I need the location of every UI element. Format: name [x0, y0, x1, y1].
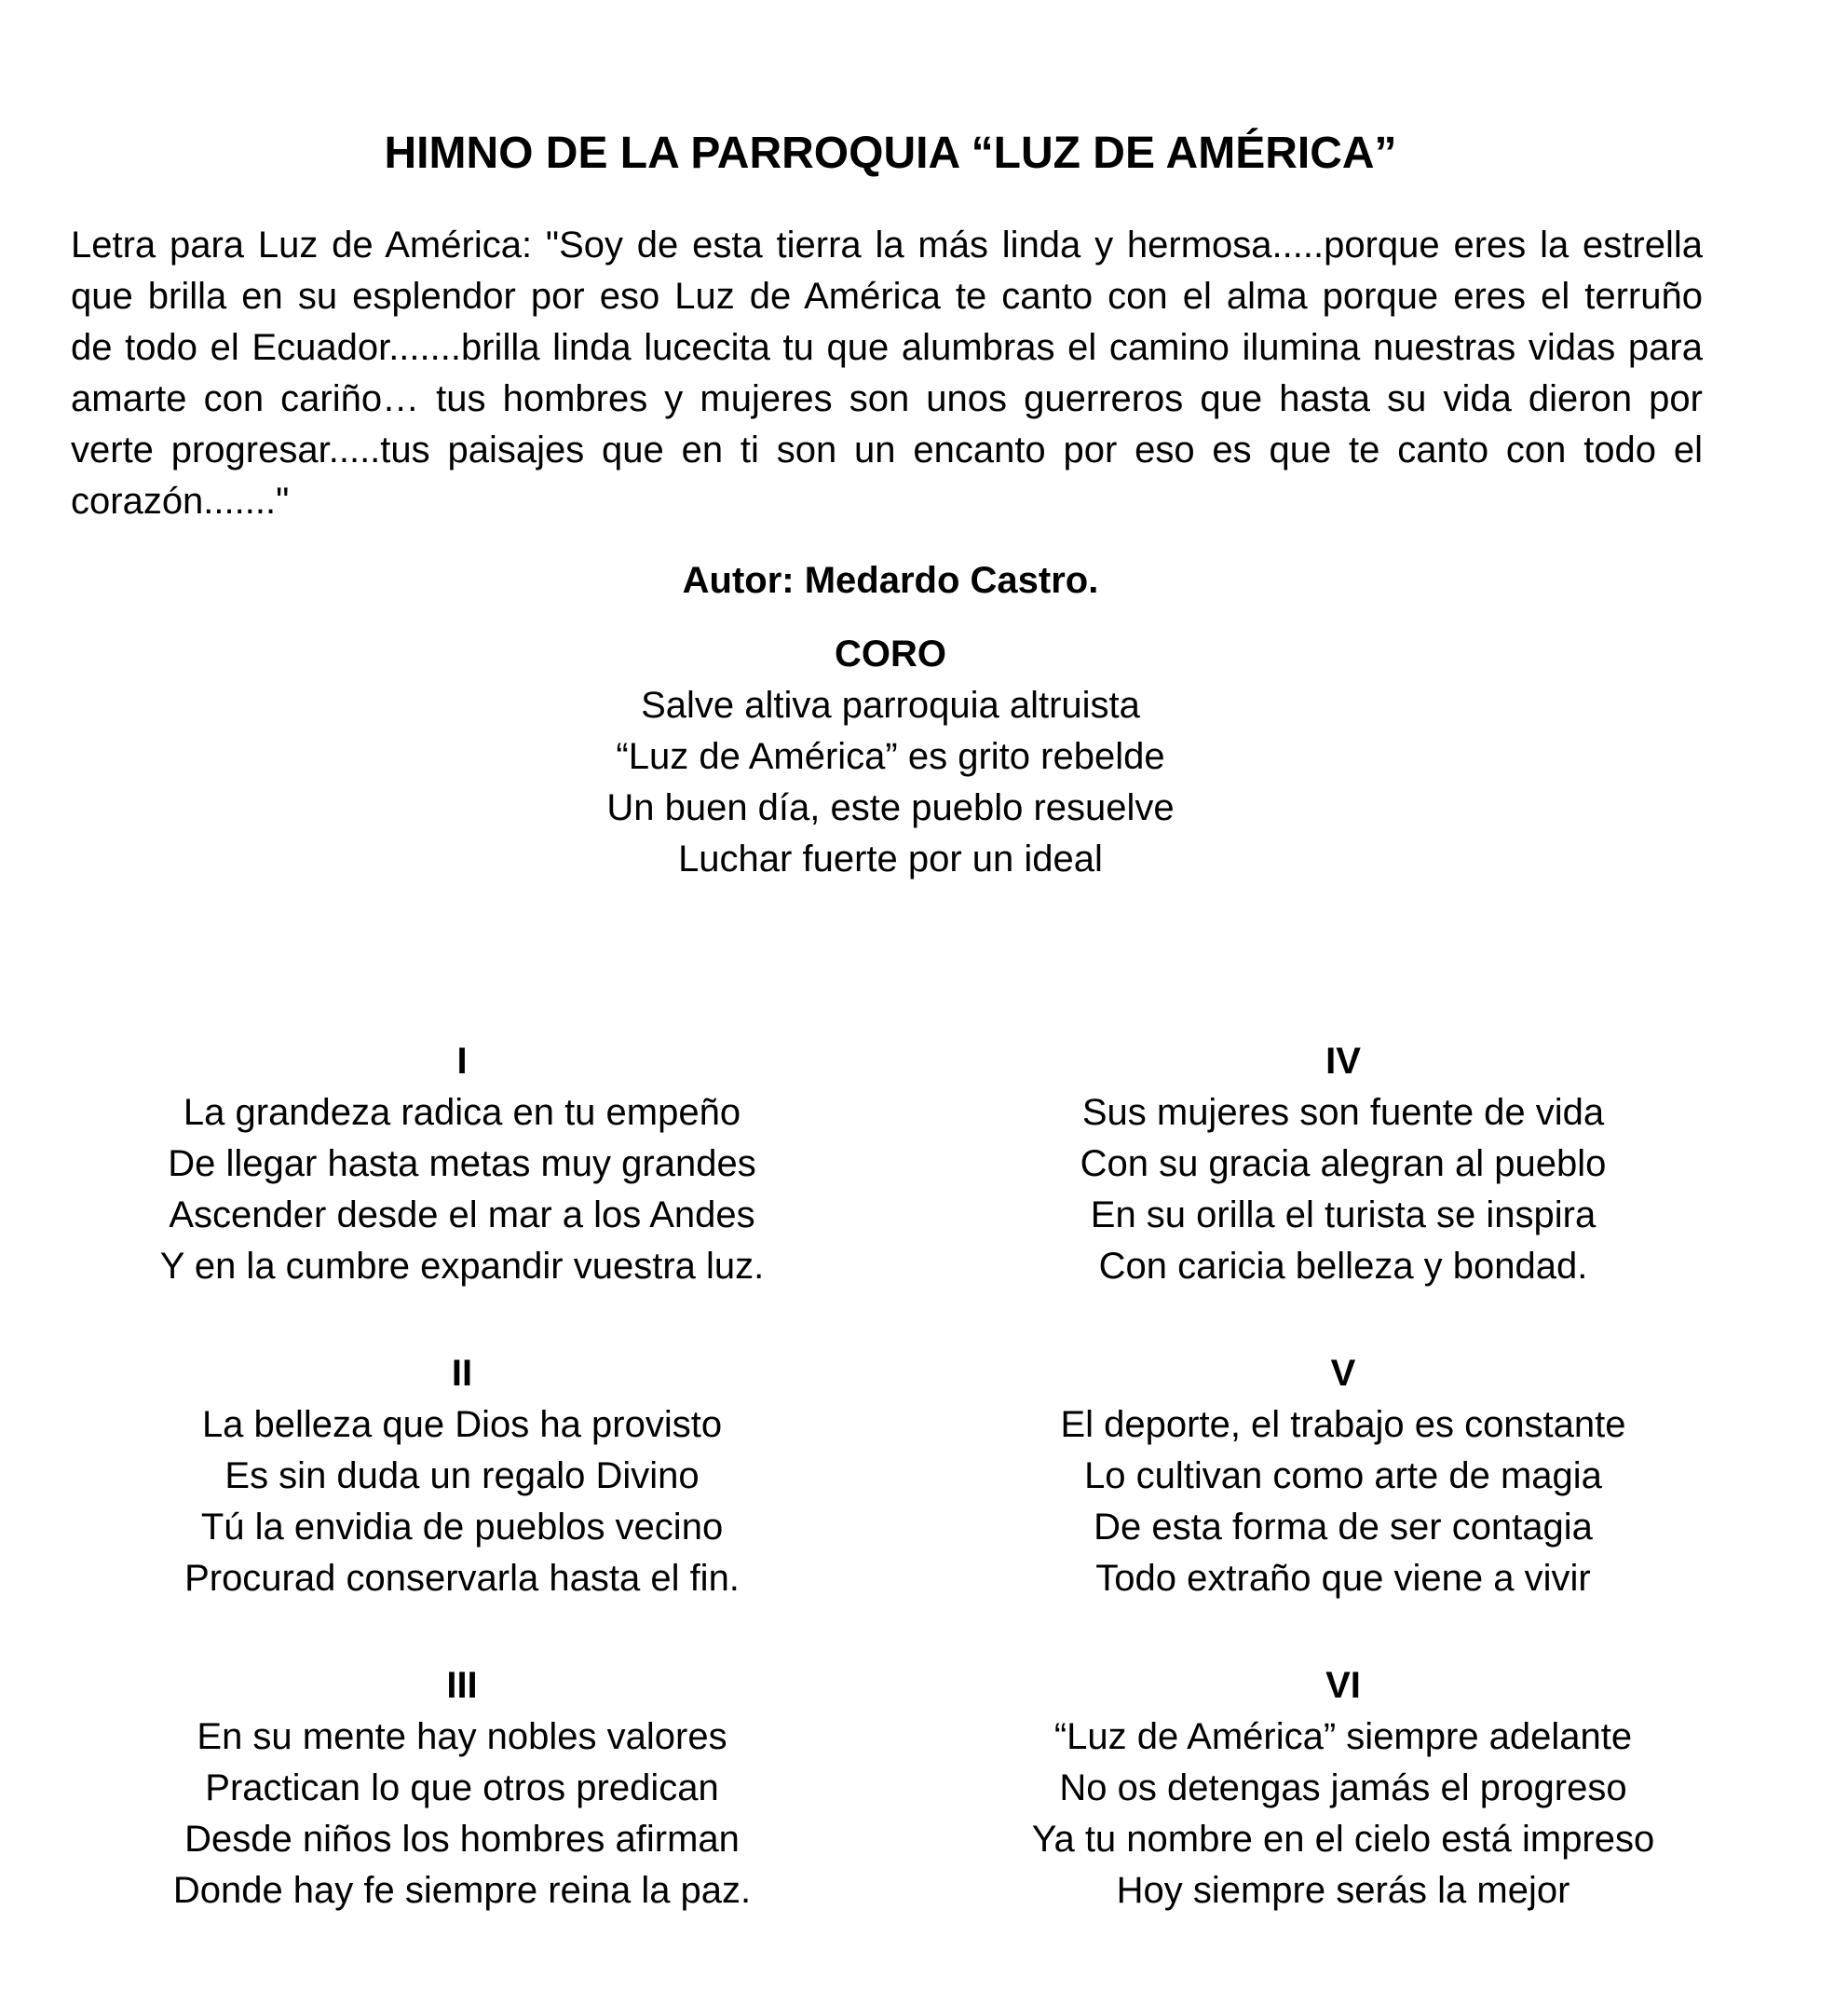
stanza-numeral: VI — [1325, 1665, 1361, 1706]
stanza-5 — [952, 1348, 1734, 1604]
stanza-numeral: IV — [1325, 1041, 1361, 1082]
stanza-line: Ya tu nombre en el cielo está impreso — [1031, 1819, 1655, 1860]
stanza-line: La belleza que Dios ha provisto — [201, 1404, 723, 1445]
page-title: HIMNO DE LA PARROQUIA “LUZ DE AMÉRICA” — [384, 129, 1397, 178]
stanza-line: Donde hay fe siempre reina la paz. — [172, 1870, 752, 1911]
intro-line: que brilla en su esplendor por eso Luz de América te canto con el alma porque eres el terruño — [71, 276, 1703, 317]
intro-line: verte progresar.....tus paisajes que en ti son un encanto por eso es que te canto con todo el — [71, 430, 1703, 471]
stanza-line: Ascender desde el mar a los Andes — [169, 1194, 755, 1235]
stanza-line: Sus mujeres son fuente de vida — [1081, 1092, 1605, 1133]
stanza-2 — [71, 1348, 853, 1604]
intro-line: corazón......." — [71, 481, 290, 522]
stanza-line: Tú la envidia de pueblos vecino — [200, 1507, 724, 1548]
stanza-line: La grandeza radica en tu empeño — [183, 1092, 741, 1133]
stanza-line: De esta forma de ser contagia — [1094, 1507, 1593, 1548]
coro-line: “Luz de América” es grito rebelde — [616, 736, 1165, 777]
stanza-line: Y en la cumbre expandir vuestra luz. — [159, 1246, 765, 1287]
stanza-4 — [952, 1036, 1734, 1292]
stanza-numeral: V — [1330, 1353, 1356, 1394]
intro-line: de todo el Ecuador.......brilla linda lucecita tu que alumbras el camino ilumina nuestras vidas para — [71, 327, 1703, 368]
author-line: Autor: Medardo Castro. — [682, 560, 1099, 601]
stanza-line: Es sin duda un regalo Divino — [224, 1455, 700, 1496]
stanza-line: El deporte, el trabajo es constante — [1060, 1404, 1626, 1445]
stanza-line: Desde niños los hombres afirman — [184, 1819, 740, 1860]
stanza-6 — [952, 1660, 1734, 1916]
coro-line: Luchar fuerte por un ideal — [678, 839, 1103, 880]
stanza-line: Practican lo que otros predican — [205, 1767, 719, 1808]
stanza-numeral: III — [446, 1665, 478, 1706]
stanza-column-right — [952, 1036, 1734, 1972]
stanza-numeral: I — [456, 1041, 468, 1082]
stanza-line: De llegar hasta metas muy grandes — [168, 1143, 756, 1184]
stanza-line: En su mente hay nobles valores — [197, 1716, 727, 1757]
stanza-line: Con caricia belleza y bondad. — [1098, 1246, 1588, 1287]
coro-heading: CORO — [835, 634, 946, 675]
coro-line: Un buen día, este pueblo resuelve — [606, 787, 1175, 828]
stanza-numeral: II — [451, 1353, 473, 1394]
stanza-line: Con su gracia alegran al pueblo — [1080, 1143, 1607, 1184]
stanza-column-left — [71, 1036, 853, 1972]
stanza-3 — [71, 1660, 853, 1916]
stanza-line: Hoy siempre serás la mejor — [1116, 1870, 1570, 1911]
stanza-line: “Luz de América” siempre adelante — [1053, 1716, 1633, 1757]
stanza-line: Lo cultivan como arte de magia — [1084, 1455, 1602, 1496]
stanza-line: Procurad conservarla hasta el fin. — [184, 1558, 740, 1599]
intro-line: amarte con cariño… tus hombres y mujeres son unos guerreros que hasta su vida dieron por — [71, 378, 1703, 419]
stanza-1 — [71, 1036, 853, 1292]
stanza-line: En su orilla el turista se inspira — [1090, 1194, 1597, 1235]
coro-line: Salve altiva parroquia altruista — [641, 685, 1140, 726]
coro-block — [71, 680, 1710, 885]
intro-paragraph — [71, 220, 1703, 527]
stanza-line: Todo extraño que viene a vivir — [1095, 1558, 1591, 1599]
intro-line: Letra para Luz de América: "Soy de esta tierra la más linda y hermosa.....porque eres la estrella — [71, 225, 1703, 266]
stanza-line: No os detengas jamás el progreso — [1059, 1767, 1627, 1808]
